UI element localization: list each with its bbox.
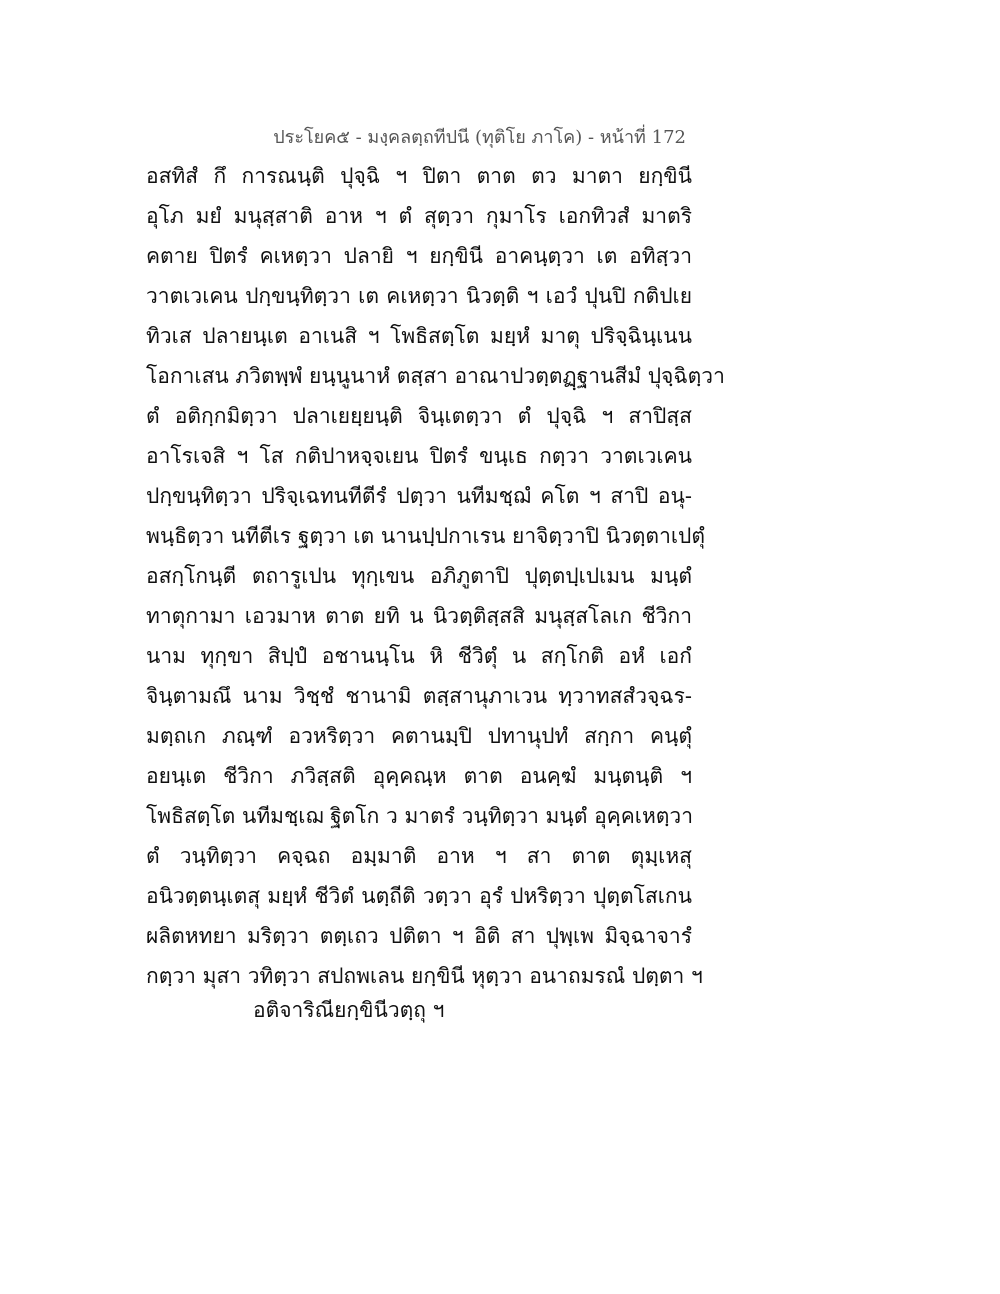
text-line: ตํ อติกฺกมิตฺวา ปลาเยยฺยนฺติ จินฺเตตฺวา ตํ ปุจฺฉิ ฯ สาปิสฺส xyxy=(146,404,692,428)
text-line: ตํ วนฺทิตฺวา คจฺฉถ อมฺมาติ อาห ฯ สา ตาต ตุมฺเหสุ xyxy=(146,844,692,868)
text-line: จินฺตามณึ นาม วิชฺชํ ชานามิ ตสฺสานุภาเวน ทฺวาทสสํวจฺฉร- xyxy=(146,684,692,708)
text-line: โอกาเสน ภวิตพฺพํ ยนฺนูนาหํ ตสฺสา อาณาปวตฺตฏฺฐานสีมํ ปุจฺฉิตฺวา xyxy=(146,364,725,388)
text-line: มตฺถเก ภณฺฑํ อวหริตฺวา คตานมฺปิ ปทานุปทํ สกฺกา คนฺตุํ xyxy=(146,724,692,748)
text-line: คตาย ปิตรํ คเหตฺวา ปลายิ ฯ ยกฺขินี อาคนฺตฺวา เต อทิสฺวา xyxy=(146,244,692,268)
text-line: อาโรเจสิ ฯ โส กติปาหจฺจเยน ปิตรํ ขนฺเธ กตฺวา วาตเวเคน xyxy=(146,444,692,468)
text-line: กตฺวา มุสา วทิตฺวา สปถพเลน ยกฺขินี หุตฺวา อนาถมรณํ ปตฺตา ฯ xyxy=(146,964,703,988)
text-line: อสกฺโกนฺตี ตถารูเปน ทุกฺเขน อภิภูตาปิ ปุตฺตปฺเปเมน มนฺตํ xyxy=(146,564,692,588)
text-line: ทิวเส ปลายนฺเต อาเนสิ ฯ โพธิสตฺโต มยฺหํ มาตุ ปริจฺฉินฺเนน xyxy=(146,324,692,348)
text-line: ปกฺขนฺทิตฺวา ปริจฺเฉทนทีตีรํ ปตฺวา นทีมชฺฌํ คโต ฯ สาปิ อนุ- xyxy=(146,484,692,508)
text-line: อยนฺเต ชีวิกา ภวิสฺสติ อุคฺคณฺห ตาต อนคฺฆํ มนฺตนฺติ ฯ xyxy=(146,764,692,788)
text-line: พนฺธิตฺวา นทีตีเร ฐตฺวา เต นานปฺปกาเรน ยาจิตฺวาปิ นิวตฺตาเปตุํ xyxy=(146,524,706,548)
text-line: โพธิสตฺโต นทีมชฺเฌ ฐิตโก ว มาตรํ วนฺทิตฺวา มนฺตํ อุคฺคเหตฺวา xyxy=(146,804,694,828)
text-line: นาม ทุกฺขา สิปฺปํ อชานนฺโน หิ ชีวิตุํ น สกฺโกติ อหํ เอกํ xyxy=(146,644,692,668)
story-closing-title: อติจาริณียกฺขินีวตฺถุ ฯ xyxy=(253,998,445,1022)
text-line: ผลิตหทยา มริตฺวา ตตฺเถว ปติตา ฯ อิติ สา ปุพฺเพ มิจฺฉาจารํ xyxy=(146,924,692,948)
text-line: อุโภ มยํ มนุสฺสาติ อาห ฯ ตํ สุตฺวา กุมาโร เอกทิวสํ มาตริ xyxy=(146,204,692,228)
body-text xyxy=(146,156,725,996)
text-line: อนิวตฺตนฺเตสุ มยฺหํ ชีวิตํ นตฺถีติ วตฺวา อุรํ ปหริตฺวา ปุตฺตโสเกน xyxy=(146,884,692,908)
page-header: ประโยค๕ - มงฺคลตฺถทีปนี (ทุติโย ภาโค) - หน้าที่ 172 xyxy=(273,127,686,148)
text-line: ทาตุกามา เอวมาห ตาต ยทิ น นิวตฺติสฺสสิ มนุสฺสโลเก ชีวิกา xyxy=(146,604,692,628)
text-line: อสทิสํ กึ การณนฺติ ปุจฺฉิ ฯ ปิตา ตาต ตว มาตา ยกฺขินี xyxy=(146,164,692,188)
text-line: วาตเวเคน ปกฺขนฺทิตฺวา เต คเหตฺวา นิวตฺติ ฯ เอวํ ปุนปิ กติปเย xyxy=(146,284,692,308)
